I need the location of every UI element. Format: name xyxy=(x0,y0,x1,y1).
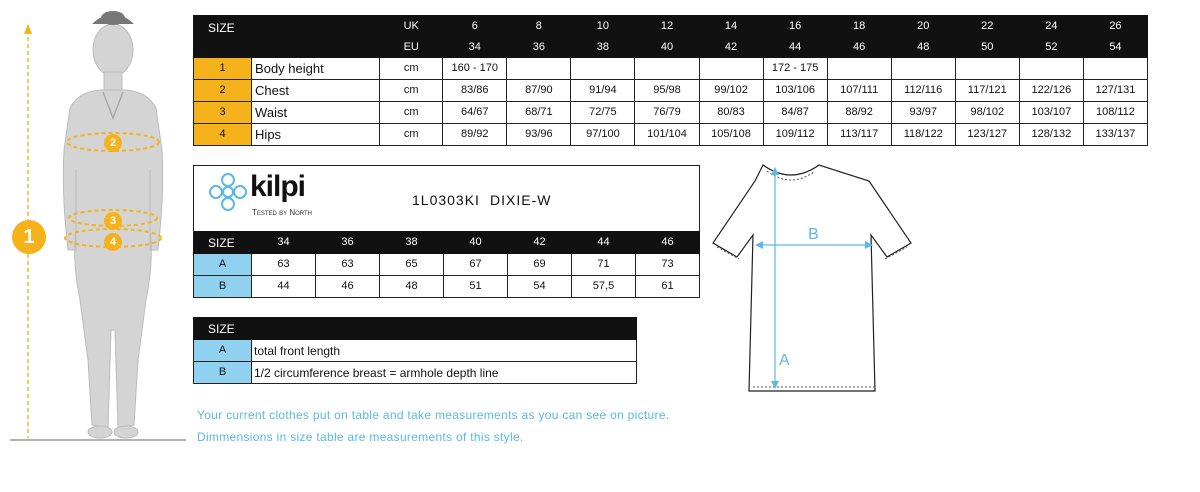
table-cell: 87/90 xyxy=(507,80,571,102)
table-cell: 93/97 xyxy=(891,102,955,124)
table-cell: 71 xyxy=(572,254,636,276)
tshirt-diagram xyxy=(705,155,925,400)
table-cell: 65 xyxy=(380,254,444,276)
eu-size: 50 xyxy=(955,37,1019,58)
table-cell: 127/131 xyxy=(1083,80,1147,102)
table-cell xyxy=(699,58,763,80)
size-col: 42 xyxy=(508,232,572,254)
row-number: 2 xyxy=(194,80,252,102)
table-row xyxy=(194,80,1148,102)
row-unit: cm xyxy=(380,124,443,146)
table-cell: 98/102 xyxy=(955,102,1019,124)
eu-size: 34 xyxy=(443,37,507,58)
table-cell: 112/116 xyxy=(891,80,955,102)
eu-size: 36 xyxy=(507,37,571,58)
table-cell: 118/122 xyxy=(891,124,955,146)
table-cell: 99/102 xyxy=(699,80,763,102)
table-cell: 44 xyxy=(252,276,316,298)
uk-size: 16 xyxy=(763,16,827,37)
row-label: Hips xyxy=(252,124,380,146)
table-cell: 101/104 xyxy=(635,124,699,146)
table-cell: 63 xyxy=(316,254,380,276)
eu-label: EU xyxy=(380,37,443,58)
table-cell: 117/121 xyxy=(955,80,1019,102)
uk-size: 22 xyxy=(955,16,1019,37)
row-key: A xyxy=(194,340,252,362)
table-row xyxy=(194,124,1148,146)
row-unit: cm xyxy=(380,58,443,80)
size-header: SIZE xyxy=(194,16,380,58)
table-cell xyxy=(827,58,891,80)
eu-size: 40 xyxy=(635,37,699,58)
row-label: Body height xyxy=(252,58,380,80)
table-cell xyxy=(955,58,1019,80)
table-cell xyxy=(1083,58,1147,80)
table-cell: 172 - 175 xyxy=(763,58,827,80)
size-header: SIZE xyxy=(194,232,252,254)
eu-size: 48 xyxy=(891,37,955,58)
table-cell: 89/92 xyxy=(443,124,507,146)
table-cell xyxy=(891,58,955,80)
table-cell: 61 xyxy=(636,276,700,298)
size-col: 44 xyxy=(572,232,636,254)
product-code: 1L0303KI xyxy=(412,192,480,208)
uk-size: 18 xyxy=(827,16,891,37)
size-table xyxy=(193,15,1148,146)
table-cell: 108/112 xyxy=(1083,102,1147,124)
table-cell: 97/100 xyxy=(571,124,635,146)
table-row xyxy=(194,276,700,298)
table-cell: 51 xyxy=(444,276,508,298)
note-line: Dimmensions in size table are measurements of this style. xyxy=(197,430,524,444)
table-row xyxy=(194,58,1148,80)
marker-4: 4 xyxy=(104,233,122,251)
table-cell: 73 xyxy=(636,254,700,276)
table-cell: 63 xyxy=(252,254,316,276)
table-cell: 57,5 xyxy=(572,276,636,298)
table-row xyxy=(194,254,700,276)
table-cell: 103/106 xyxy=(763,80,827,102)
table-cell: 95/98 xyxy=(635,80,699,102)
legend-text: 1/2 circumference breast = armhole depth line xyxy=(252,362,637,384)
brand-tagline: Tested by North xyxy=(252,208,313,217)
eu-size: 52 xyxy=(1019,37,1083,58)
table-row xyxy=(194,102,1148,124)
table-cell xyxy=(571,58,635,80)
uk-size: 24 xyxy=(1019,16,1083,37)
uk-label: UK xyxy=(380,16,443,37)
note-line: Your current clothes put on table and take measurements as you can see on picture. xyxy=(197,408,670,422)
size-col: 36 xyxy=(316,232,380,254)
row-key: A xyxy=(194,254,252,276)
table-cell: 83/86 xyxy=(443,80,507,102)
uk-size: 8 xyxy=(507,16,571,37)
row-number: 3 xyxy=(194,102,252,124)
uk-size: 26 xyxy=(1083,16,1147,37)
table-cell xyxy=(1019,58,1083,80)
table-cell: 109/112 xyxy=(763,124,827,146)
size-header: SIZE xyxy=(194,318,252,340)
table-cell: 88/92 xyxy=(827,102,891,124)
table-cell: 80/83 xyxy=(699,102,763,124)
size-col: 34 xyxy=(252,232,316,254)
table-cell: 128/132 xyxy=(1019,124,1083,146)
size-col: 46 xyxy=(636,232,700,254)
eu-size: 38 xyxy=(571,37,635,58)
table-cell: 84/87 xyxy=(763,102,827,124)
table-cell: 93/96 xyxy=(507,124,571,146)
uk-size: 12 xyxy=(635,16,699,37)
eu-size: 46 xyxy=(827,37,891,58)
legend-header-blank xyxy=(252,318,637,340)
table-cell: 113/117 xyxy=(827,124,891,146)
shirt-label-b: B xyxy=(808,226,819,243)
product-name: DIXIE-W xyxy=(490,192,552,208)
legend-text: total front length xyxy=(252,340,637,362)
table-cell: 107/111 xyxy=(827,80,891,102)
table-cell: 133/137 xyxy=(1083,124,1147,146)
row-unit: cm xyxy=(380,80,443,102)
table-cell: 122/126 xyxy=(1019,80,1083,102)
marker-1: 1 xyxy=(12,220,46,254)
table-cell: 46 xyxy=(316,276,380,298)
table-cell: 91/94 xyxy=(571,80,635,102)
eu-size: 42 xyxy=(699,37,763,58)
row-key: B xyxy=(194,362,252,384)
table-row xyxy=(194,340,637,362)
table-cell: 76/79 xyxy=(635,102,699,124)
row-label: Waist xyxy=(252,102,380,124)
kilpi-logo-icon xyxy=(206,172,250,212)
marker-2: 2 xyxy=(104,134,122,152)
size-col: 38 xyxy=(380,232,444,254)
row-number: 1 xyxy=(194,58,252,80)
eu-size: 44 xyxy=(763,37,827,58)
uk-size: 14 xyxy=(699,16,763,37)
table-cell: 48 xyxy=(380,276,444,298)
table-cell: 105/108 xyxy=(699,124,763,146)
table-cell: 68/71 xyxy=(507,102,571,124)
marker-3: 3 xyxy=(104,212,122,230)
table-cell: 160 - 170 xyxy=(443,58,507,80)
row-number: 4 xyxy=(194,124,252,146)
row-unit: cm xyxy=(380,102,443,124)
table-cell: 72/75 xyxy=(571,102,635,124)
table-cell xyxy=(635,58,699,80)
uk-size: 10 xyxy=(571,16,635,37)
brand-name: kilpi xyxy=(250,170,306,203)
table-cell: 67 xyxy=(444,254,508,276)
shirt-label-a: A xyxy=(779,352,790,369)
table-cell: 69 xyxy=(508,254,572,276)
uk-size: 6 xyxy=(443,16,507,37)
table-cell xyxy=(507,58,571,80)
product-header xyxy=(193,165,700,232)
legend-table xyxy=(193,317,637,384)
row-key: B xyxy=(194,276,252,298)
eu-size: 54 xyxy=(1083,37,1147,58)
style-size-table xyxy=(193,231,700,298)
uk-size: 20 xyxy=(891,16,955,37)
row-label: Chest xyxy=(252,80,380,102)
table-cell: 64/67 xyxy=(443,102,507,124)
table-cell: 54 xyxy=(508,276,572,298)
size-col: 40 xyxy=(444,232,508,254)
table-row xyxy=(194,362,637,384)
table-cell: 123/127 xyxy=(955,124,1019,146)
table-cell: 103/107 xyxy=(1019,102,1083,124)
